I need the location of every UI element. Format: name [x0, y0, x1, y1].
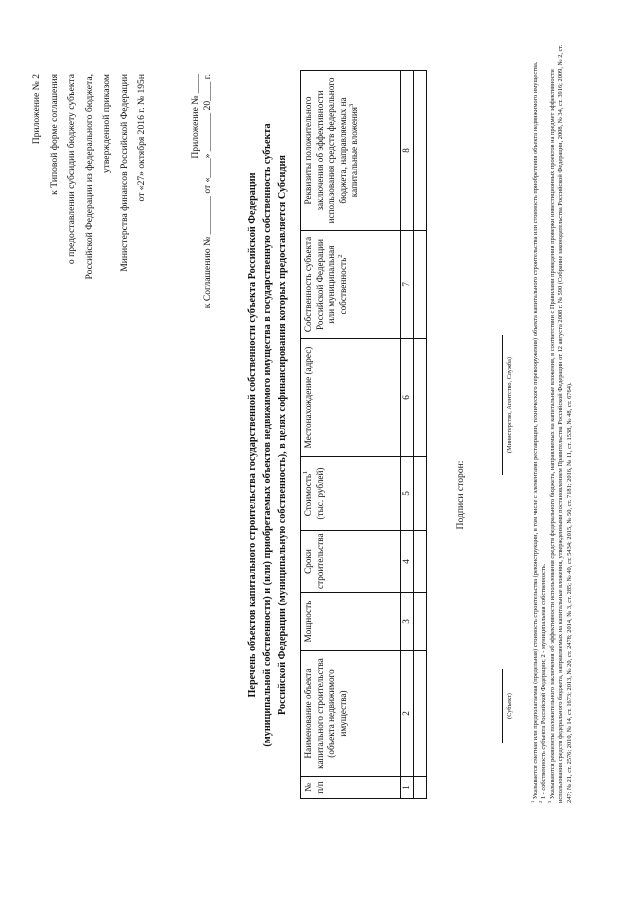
header-location: Местонахождение (адрес) — [301, 339, 401, 457]
footnotes — [529, 39, 574, 803]
header-capacity: Мощность — [301, 593, 401, 651]
appendix-line: от «27» октября 2016 г. № 195н — [136, 74, 147, 202]
header-cost-label: Стоимость — [303, 473, 313, 517]
footnote-mark: 1 — [529, 800, 535, 803]
footnote-text: Указывается сметная или предполагаемая (предельная) стоимость строительства (реконструкции, в том числе с элементами реставрации, технического перевооружения) объекта капитального строительства или стоимость приобретения объекта недвижимого имущества. — [532, 61, 539, 800]
footnote — [540, 39, 548, 803]
table-header-row — [301, 71, 401, 799]
header-ownership-label: Собственность субъекта Российской Федерации или муниципальная собственность — [303, 236, 348, 333]
appendix-line: о предоставлении субсидии бюджету субъекта — [66, 74, 77, 265]
signature-line-subject — [502, 669, 503, 743]
appendix-line: утвержденной приказом — [101, 74, 112, 174]
column-number: 4 — [401, 531, 414, 593]
title-line: Российской Федерации (муниципальную собственность), в целях софинансирования которых предоставляется Субсидия — [277, 155, 288, 715]
column-number: 6 — [401, 339, 414, 457]
header-requisites — [301, 71, 401, 231]
column-number-row — [401, 71, 414, 799]
table-cell — [414, 593, 427, 651]
signature-line-ministry — [502, 335, 503, 475]
appendix-line: Министерства финансов Российской Федерации — [118, 74, 130, 272]
title-line: (муниципальной собственности) и (или) приобретаемых объектов недвижимого имущества в государственную собственность субъекта — [262, 123, 273, 747]
signatures-label: Подписи сторон: — [455, 460, 466, 530]
signature-caption-ministry: (Министерство, Агентство, Служба) — [506, 357, 513, 453]
appendix-line: Российской Федерации из федерального бюджета, — [83, 74, 95, 280]
table-cell — [414, 231, 427, 339]
table-cell — [414, 651, 427, 777]
table-cell — [414, 777, 427, 799]
document-title — [245, 85, 290, 785]
column-number: 7 — [401, 231, 414, 339]
appendix-header — [28, 74, 151, 594]
column-number: 1 — [401, 777, 414, 799]
agreement-reference: к Соглашению № ________ от «____» ________ 20____ г. — [202, 74, 213, 309]
agreement-appendix-label: Приложение № ____ — [190, 74, 201, 159]
header-requisites-label: Реквизиты положительного заключения об эффективности использования средств федерального бюджета, направляемых на капитальные вложения — [303, 77, 359, 224]
header-cost — [301, 457, 401, 531]
title-line: Перечень объектов капитального строительства государственной собственности субъекта Российской Федерации — [247, 172, 258, 698]
column-number: 3 — [401, 593, 414, 651]
footnote-mark: 2 — [538, 800, 544, 803]
header-object-name: Наименование объекта капитального строительства (объекта недвижимого имущества) — [301, 651, 401, 777]
footnote-text: 1 - собственность субъекта Российской Федерации; 2 - муниципальная собственность. — [540, 563, 548, 800]
footnote — [546, 39, 574, 803]
footnote-ref: 3 — [347, 103, 355, 108]
header-cost-unit: (тыс. рублей) — [314, 467, 325, 520]
column-number: 5 — [401, 457, 414, 531]
header-construction-period: Сроки строительства — [301, 531, 401, 593]
table-cell — [414, 339, 427, 457]
appendix-line: к Типовой форме соглашения — [48, 74, 60, 195]
footnote-text: Указываются реквизиты положительного заключения об эффективности использования средств федерального бюджета, направляемых на капитальные вложения, в соответствии с Правилами проведения проверки инвестиционных проектов на предмет эффективности использования средств федерального бюджета, направляемых на капитальные вложения, утвержденными постановлением Правительства Российской Федерации от 12 августа 2008 г. № 590 (Собрание законодательства Российской Федерации, 2008, № 34, ст. 3916; 2009, № 2, ст. 247; № 21, ст. 2576; 2010, № 14, ст. 1673; 2013, № 20, ст. 2478; 2014, № 3, ст. 285; № 40, ст. 5434; 2015, № 50, ст. 7181; 2016, № 11, ст. 1538, № 48, ст. 6764). — [548, 44, 573, 803]
footnote-mark: 3 — [546, 800, 552, 803]
header-ownership — [301, 231, 401, 339]
objects-table — [300, 70, 427, 799]
column-number: 8 — [401, 71, 414, 231]
signature-caption-subject: (Субъект) — [506, 693, 513, 719]
appendix-line: Приложение № 2 — [31, 74, 42, 145]
footnote-ref: 2 — [336, 254, 344, 258]
table-cell — [414, 531, 427, 593]
table-row — [414, 71, 427, 799]
footnote-ref: 1 — [301, 470, 309, 474]
header-number: № п/п — [301, 777, 401, 799]
table-cell — [414, 457, 427, 531]
column-number: 2 — [401, 651, 414, 777]
table-cell — [414, 71, 427, 231]
